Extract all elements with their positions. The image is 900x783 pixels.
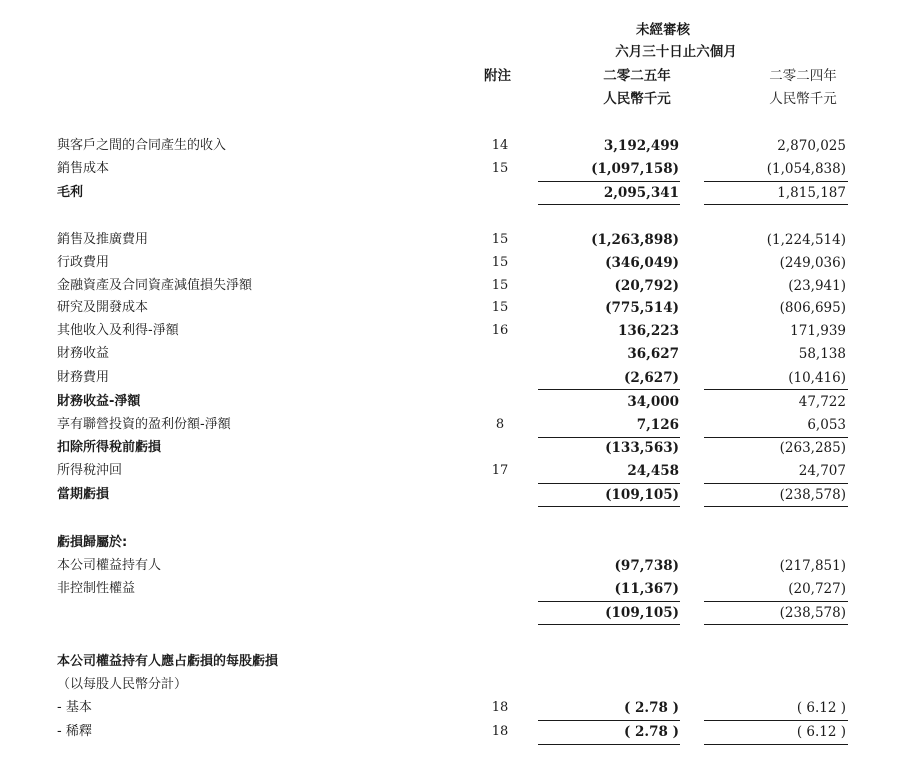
row-label-owners: 本公司權益持有人 — [57, 558, 162, 573]
value-2025: (775,514) — [605, 300, 679, 316]
value-2025: 7,126 — [636, 417, 679, 433]
period-heading: 六月三十日止六個月 — [615, 44, 737, 60]
subtotal-rule — [538, 389, 680, 390]
row-note: 15 — [491, 161, 509, 176]
row-label-admin-expenses: 行政費用 — [57, 255, 110, 270]
row-label-per-share-unit: （以每股人民幣分計） — [57, 677, 188, 692]
subtotal-rule — [538, 181, 680, 182]
value-2024: 1,815,187 — [777, 185, 846, 201]
value-2024: (238,578) — [779, 487, 846, 503]
row-note: 15 — [491, 300, 509, 315]
value-2024: (23,941) — [788, 278, 846, 294]
row-label-impairment-losses: 金融資產及合同資產減值損失淨額 — [57, 278, 253, 293]
year-2024-heading: 二零二四年 — [769, 68, 837, 84]
value-2025: (2,627) — [623, 370, 679, 386]
value-2024: 24,707 — [798, 463, 846, 479]
row-label-diluted: - 稀釋 — [57, 724, 92, 739]
row-note: 15 — [491, 255, 509, 270]
row-label-non-controlling: 非控制性權益 — [57, 581, 136, 596]
value-2025: 34,000 — [627, 394, 679, 410]
value-2025: (109,105) — [605, 487, 679, 503]
subtotal-rule — [538, 437, 680, 438]
value-2024: 2,870,025 — [777, 138, 846, 154]
total-rule — [704, 720, 848, 721]
value-2025: (1,097,158) — [591, 161, 679, 177]
row-note: 18 — [491, 700, 509, 715]
subtotal-rule — [704, 483, 848, 484]
value-2024: (263,285) — [779, 440, 846, 456]
row-label-other-income: 其他收入及利得-淨額 — [57, 323, 179, 338]
total-rule — [538, 744, 680, 745]
value-2024: 171,939 — [790, 323, 846, 339]
unit-2025-heading: 人民幣千元 — [603, 91, 671, 107]
row-note: 8 — [495, 417, 505, 432]
unit-2024-heading: 人民幣千元 — [769, 91, 837, 107]
subtotal-rule — [538, 601, 680, 602]
unaudited-heading: 未經審核 — [636, 22, 690, 38]
row-label-loss-attributable: 虧損歸屬於: — [57, 535, 128, 550]
value-2024: (217,851) — [779, 558, 846, 574]
row-label-selling-expenses: 銷售及推廣費用 — [57, 232, 149, 247]
total-rule — [704, 204, 848, 205]
row-note: 15 — [491, 278, 509, 293]
value-2025: 3,192,499 — [603, 138, 679, 154]
row-label-income-tax-credit: 所得稅沖回 — [57, 463, 123, 478]
value-2025: (109,105) — [605, 605, 679, 621]
row-label-gross-profit: 毛利 — [57, 185, 84, 200]
value-2025: (346,049) — [605, 255, 679, 271]
subtotal-rule — [704, 601, 848, 602]
value-2024: 47,722 — [798, 394, 846, 410]
value-2025: (11,367) — [614, 581, 679, 597]
value-2024: (238,578) — [779, 605, 846, 621]
value-2025: 136,223 — [617, 323, 679, 339]
value-2025: ( 2.78 ) — [623, 700, 679, 716]
note-column-heading: 附注 — [484, 68, 511, 84]
row-label-loss-before-tax: 扣除所得稅前虧損 — [57, 440, 162, 455]
value-2024: (10,416) — [788, 370, 846, 386]
subtotal-rule — [704, 389, 848, 390]
row-note: 14 — [491, 138, 509, 153]
total-rule — [538, 720, 680, 721]
row-label-finance-costs: 財務費用 — [57, 370, 110, 385]
row-label-basic: - 基本 — [57, 700, 92, 715]
total-rule — [538, 204, 680, 205]
total-rule — [704, 744, 848, 745]
total-rule — [538, 506, 680, 507]
subtotal-rule — [538, 483, 680, 484]
value-2025: 36,627 — [627, 346, 679, 362]
value-2024: 58,138 — [798, 346, 846, 362]
value-2025: (133,563) — [605, 440, 679, 456]
row-label-finance-income: 財務收益 — [57, 346, 110, 361]
value-2024: (806,695) — [779, 300, 846, 316]
value-2025: (1,263,898) — [591, 232, 679, 248]
value-2025: (20,792) — [614, 278, 679, 294]
row-note: 18 — [491, 724, 509, 739]
row-label-share-of-associates: 享有聯營投資的盈利份額-淨額 — [57, 417, 231, 432]
row-label-revenue: 與客戶之間的合同產生的收入 — [57, 138, 227, 153]
total-rule — [538, 624, 680, 625]
row-note: 16 — [491, 323, 509, 338]
value-2024: ( 6.12 ) — [796, 700, 846, 716]
row-note: 17 — [491, 463, 509, 478]
value-2024: (249,036) — [779, 255, 846, 271]
value-2025: 2,095,341 — [603, 185, 679, 201]
value-2024: 6,053 — [807, 417, 846, 433]
row-label-loss-per-share: 本公司權益持有人應占虧損的每股虧損 — [57, 654, 279, 669]
total-rule — [704, 624, 848, 625]
total-rule — [704, 506, 848, 507]
value-2024: (1,054,838) — [766, 161, 846, 177]
value-2025: ( 2.78 ) — [623, 724, 679, 740]
value-2024: (1,224,514) — [766, 232, 846, 248]
row-note: 15 — [491, 232, 509, 247]
row-label-loss-for-period: 當期虧損 — [57, 487, 110, 502]
row-label-research-costs: 研究及開發成本 — [57, 300, 149, 315]
row-label-cost-of-sales: 銷售成本 — [57, 161, 110, 176]
value-2025: 24,458 — [627, 463, 679, 479]
value-2025: (97,738) — [614, 558, 679, 574]
year-2025-heading: 二零二五年 — [603, 68, 671, 84]
subtotal-rule — [704, 437, 848, 438]
value-2024: (20,727) — [788, 581, 846, 597]
row-label-net-finance-income: 財務收益-淨額 — [57, 394, 141, 409]
value-2024: ( 6.12 ) — [796, 724, 846, 740]
subtotal-rule — [704, 181, 848, 182]
